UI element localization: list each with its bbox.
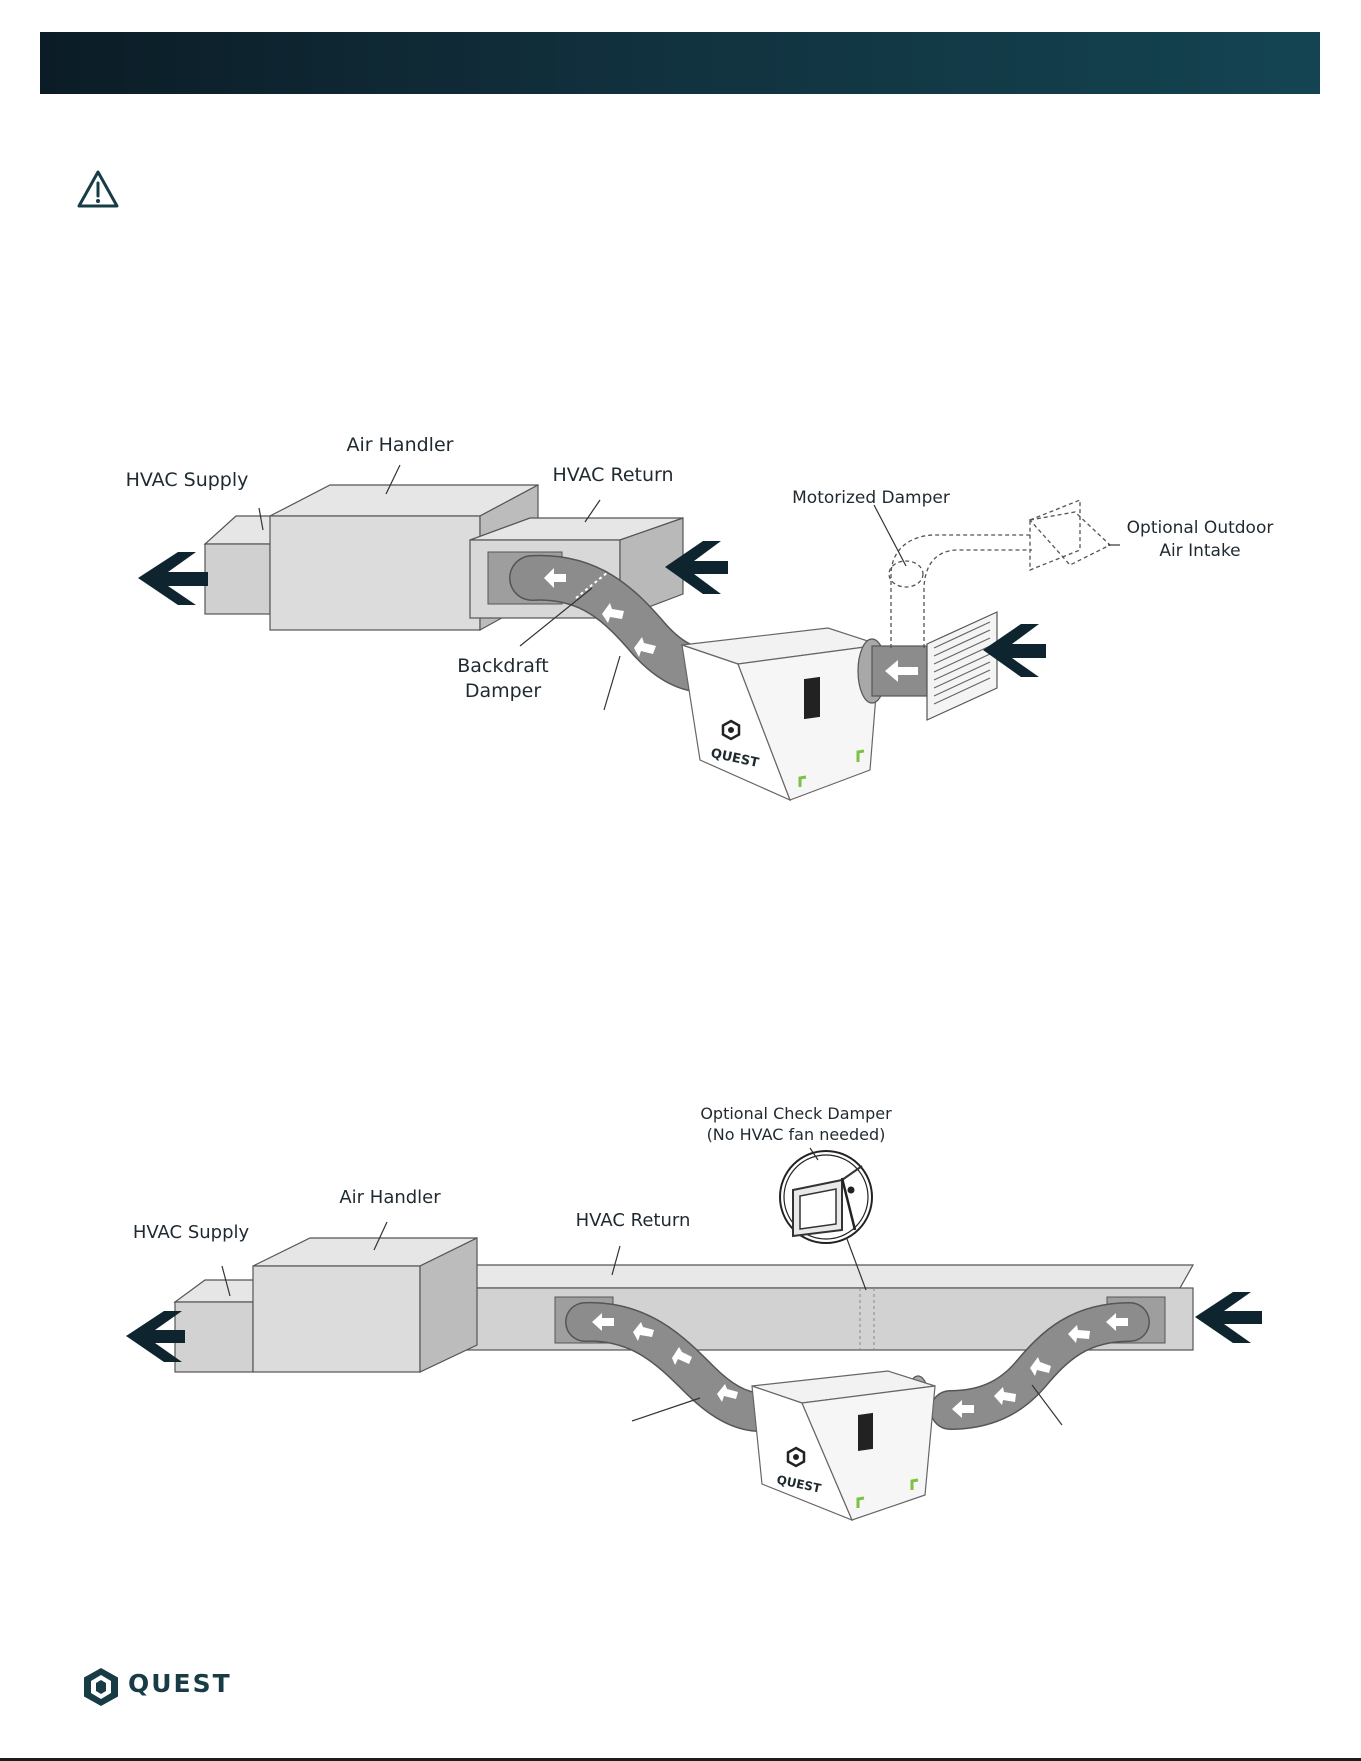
unit-brand-text-2: QUEST <box>775 1472 823 1496</box>
label-motorized-damper-1: Motorized Damper <box>792 488 950 508</box>
label-hvac-return-1: HVAC Return <box>552 464 674 486</box>
flow-arrow-return-2 <box>1195 1292 1262 1343</box>
unit-brand-text-1: QUEST <box>709 746 761 771</box>
label-hvac-supply-1: HVAC Supply <box>125 469 249 491</box>
flow-arrow-supply-1 <box>138 552 208 605</box>
label-check-damper-line2: (No HVAC fan needed) <box>706 1125 886 1144</box>
quest-dehumidifier-unit-2 <box>752 1371 935 1520</box>
label-air-handler-2: Air Handler <box>339 1187 441 1208</box>
air-handler-box-2 <box>253 1238 477 1372</box>
label-air-handler-1: Air Handler <box>346 434 454 456</box>
label-backdraft-damper-line2: Damper <box>464 680 542 702</box>
label-hvac-return-2: HVAC Return <box>575 1210 691 1231</box>
intake-duct-1 <box>858 639 927 703</box>
label-check-damper-line1: Optional Check Damper <box>700 1104 892 1123</box>
diagram-2 <box>126 1104 1262 1520</box>
quest-logo <box>80 1666 240 1710</box>
intake-grille-1 <box>927 612 997 720</box>
quest-hexagon-icon <box>80 1666 122 1708</box>
label-backdraft-damper-line1: Backdraft <box>457 655 549 677</box>
diagram-1 <box>126 434 1274 800</box>
label-outdoor-intake-line1: Optional Outdoor <box>1126 518 1274 538</box>
label-outdoor-intake-line2: Air Intake <box>1159 541 1241 561</box>
optional-outdoor-duct-1 <box>889 500 1110 648</box>
quest-dehumidifier-unit-1 <box>682 628 880 800</box>
logo-wordmark: QUEST <box>128 1669 232 1698</box>
label-hvac-supply-2: HVAC Supply <box>132 1222 250 1243</box>
